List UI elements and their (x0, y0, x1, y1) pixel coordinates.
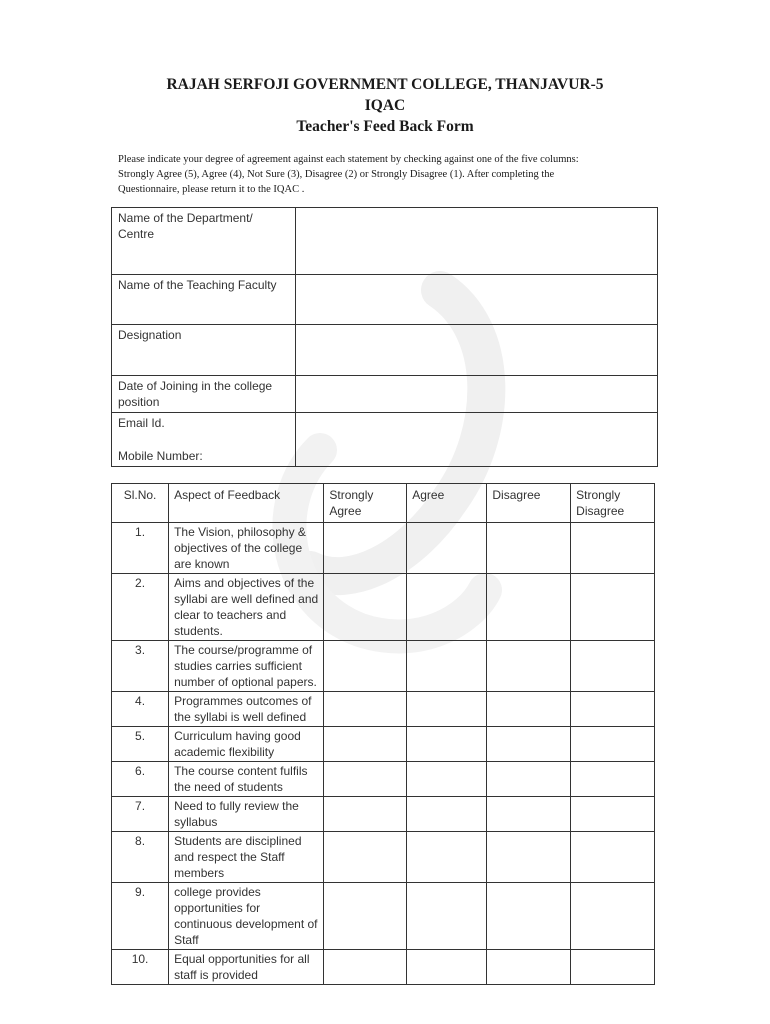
disagree-checkbox-cell[interactable] (487, 762, 571, 797)
feedback-row (112, 797, 655, 832)
aspect-text: The Vision, philosophy & objectives of the college are known (169, 523, 324, 574)
disagree-checkbox-cell[interactable] (487, 692, 571, 727)
aspect-text: Equal opportunities for all staff is provided (169, 950, 324, 985)
feedback-row (112, 574, 655, 641)
contact-field[interactable] (296, 413, 658, 467)
row-number: 7. (112, 797, 169, 832)
row-number: 2. (112, 574, 169, 641)
aspect-text: Aims and objectives of the syllabi are well defined and clear to teachers and students. (169, 574, 324, 641)
info-row-department (112, 208, 658, 275)
aspect-text: Need to fully review the syllabus (169, 797, 324, 832)
contact-label: Email Id. Mobile Number: (112, 413, 296, 467)
feedback-row (112, 832, 655, 883)
agree-checkbox-cell[interactable] (407, 523, 487, 574)
faculty-name-field[interactable] (296, 275, 658, 325)
strongly-disagree-checkbox-cell[interactable] (571, 832, 655, 883)
feedback-rows (112, 523, 655, 985)
feedback-row (112, 692, 655, 727)
agree-checkbox-cell[interactable] (407, 832, 487, 883)
strongly-disagree-checkbox-cell[interactable] (571, 950, 655, 985)
row-number: 8. (112, 832, 169, 883)
agree-checkbox-cell[interactable] (407, 692, 487, 727)
feedback-row (112, 883, 655, 950)
row-number: 3. (112, 641, 169, 692)
department-label: Name of the Department/ Centre (112, 208, 296, 275)
department-field[interactable] (296, 208, 658, 275)
col-header-agree: Agree (407, 484, 487, 523)
aspect-text: Curriculum having good academic flexibility (169, 727, 324, 762)
col-header-sl-no: Sl.No. (112, 484, 169, 523)
strongly-disagree-checkbox-cell[interactable] (571, 797, 655, 832)
strongly-disagree-checkbox-cell[interactable] (571, 641, 655, 692)
strongly-disagree-checkbox-cell[interactable] (571, 883, 655, 950)
faculty-info-table (111, 207, 658, 467)
agree-checkbox-cell[interactable] (407, 883, 487, 950)
designation-label: Designation (112, 325, 296, 376)
strongly-agree-checkbox-cell[interactable] (324, 727, 407, 762)
col-header-disagree: Disagree (487, 484, 571, 523)
disagree-checkbox-cell[interactable] (487, 727, 571, 762)
aspect-text: Programmes outcomes of the syllabi is well defined (169, 692, 324, 727)
disagree-checkbox-cell[interactable] (487, 523, 571, 574)
strongly-agree-checkbox-cell[interactable] (324, 883, 407, 950)
info-row-joining-date (112, 376, 658, 413)
feedback-row (112, 727, 655, 762)
info-row-faculty-name (112, 275, 658, 325)
instructions-line: Strongly Agree (5), Agree (4), Not Sure (3), Disagree (2) or Strongly Disagree (1). After completing the (118, 169, 555, 180)
strongly-agree-checkbox-cell[interactable] (324, 797, 407, 832)
form-header (0, 74, 770, 137)
col-header-strongly-disagree: Strongly Disagree (571, 484, 655, 523)
strongly-agree-checkbox-cell[interactable] (324, 692, 407, 727)
agree-checkbox-cell[interactable] (407, 797, 487, 832)
strongly-agree-checkbox-cell[interactable] (324, 574, 407, 641)
strongly-agree-checkbox-cell[interactable] (324, 762, 407, 797)
col-header-strongly-agree: Strongly Agree (324, 484, 407, 523)
row-number: 4. (112, 692, 169, 727)
strongly-disagree-checkbox-cell[interactable] (571, 692, 655, 727)
instructions (118, 152, 658, 197)
col-header-aspect: Aspect of Feedback (169, 484, 324, 523)
aspect-text: Students are disciplined and respect the Staff members (169, 832, 324, 883)
agree-checkbox-cell[interactable] (407, 641, 487, 692)
disagree-checkbox-cell[interactable] (487, 574, 571, 641)
disagree-checkbox-cell[interactable] (487, 883, 571, 950)
strongly-agree-checkbox-cell[interactable] (324, 950, 407, 985)
form-title: Teacher's Feed Back Form (296, 118, 474, 135)
strongly-disagree-checkbox-cell[interactable] (571, 762, 655, 797)
aspect-text: The course content fulfils the need of students (169, 762, 324, 797)
joining-date-label: Date of Joining in the college position (112, 376, 296, 413)
designation-field[interactable] (296, 325, 658, 376)
strongly-disagree-checkbox-cell[interactable] (571, 727, 655, 762)
disagree-checkbox-cell[interactable] (487, 797, 571, 832)
disagree-checkbox-cell[interactable] (487, 641, 571, 692)
agree-checkbox-cell[interactable] (407, 950, 487, 985)
agree-checkbox-cell[interactable] (407, 762, 487, 797)
row-number: 10. (112, 950, 169, 985)
college-name: RAJAH SERFOJI GOVERNMENT COLLEGE, THANJAVUR-5 (166, 76, 604, 93)
feedback-header-row (112, 484, 655, 523)
disagree-checkbox-cell[interactable] (487, 832, 571, 883)
feedback-row (112, 762, 655, 797)
row-number: 5. (112, 727, 169, 762)
strongly-disagree-checkbox-cell[interactable] (571, 574, 655, 641)
info-row-designation (112, 325, 658, 376)
faculty-name-label: Name of the Teaching Faculty (112, 275, 296, 325)
feedback-row (112, 523, 655, 574)
row-number: 1. (112, 523, 169, 574)
strongly-disagree-checkbox-cell[interactable] (571, 523, 655, 574)
row-number: 9. (112, 883, 169, 950)
iqac-title: IQAC (364, 97, 406, 114)
row-number: 6. (112, 762, 169, 797)
strongly-agree-checkbox-cell[interactable] (324, 832, 407, 883)
agree-checkbox-cell[interactable] (407, 727, 487, 762)
feedback-table (111, 483, 655, 985)
feedback-row (112, 950, 655, 985)
aspect-text: The course/programme of studies carries sufficient number of optional papers. (169, 641, 324, 692)
agree-checkbox-cell[interactable] (407, 574, 487, 641)
instructions-line: Questionnaire, please return it to the IQAC . (118, 184, 305, 195)
joining-date-field[interactable] (296, 376, 658, 413)
strongly-agree-checkbox-cell[interactable] (324, 641, 407, 692)
aspect-text: college provides opportunities for continuous development of Staff (169, 883, 324, 950)
instructions-line: Please indicate your degree of agreement against each statement by checking against one of the five columns: (118, 154, 579, 165)
info-row-contact (112, 413, 658, 467)
strongly-agree-checkbox-cell[interactable] (324, 523, 407, 574)
feedback-row (112, 641, 655, 692)
disagree-checkbox-cell[interactable] (487, 950, 571, 985)
